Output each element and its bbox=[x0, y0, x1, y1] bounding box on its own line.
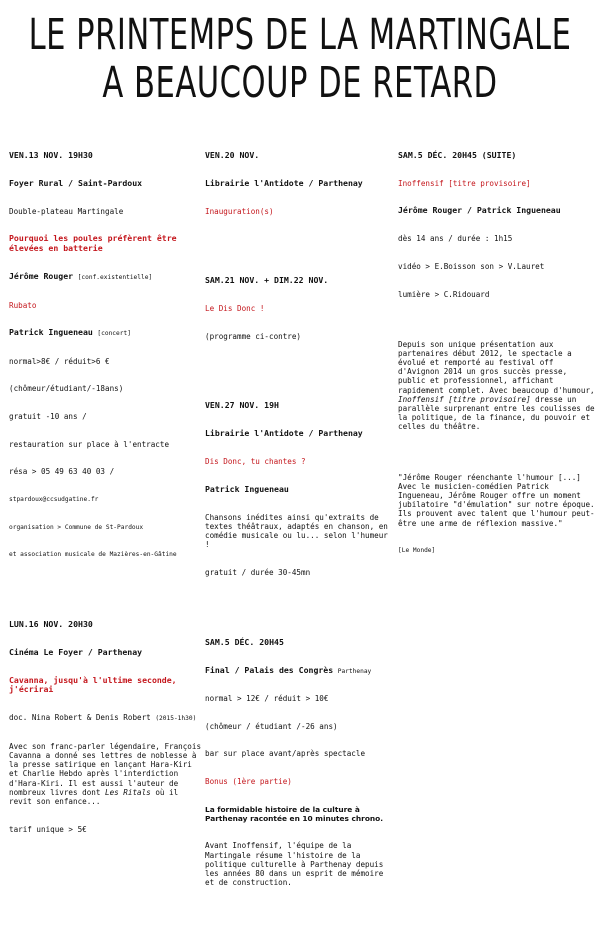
event-text: Depuis son unique présentation aux partenaires début 2012, le spectacle a évolué et remporté au festival off d'Avignon 2014 un gros succès presse, public et professionnel, affichant rapidement complet. Avec beaucoup d'humour, bbox=[398, 339, 595, 395]
email-line: stpardoux@ccsudgatine.fr bbox=[9, 495, 99, 503]
event-date: VEN.13 NOV. 19H30 bbox=[9, 149, 93, 160]
artist-name: Patrick Ingueneau bbox=[205, 483, 289, 494]
show-title: Pourquoi les poules préfèrent être élevées en batterie bbox=[9, 233, 182, 254]
artist-name-2: Patrick Ingueneau bbox=[9, 327, 93, 338]
event-16-nov bbox=[9, 601, 205, 852]
event-5-dec-continued bbox=[398, 132, 600, 573]
show-title: Inauguration(s) bbox=[205, 206, 274, 216]
food-line: restauration sur place à l'entracte bbox=[9, 439, 170, 449]
event-text: Avant Inoffensif, l'équipe de la Martingale résume l'histoire de la politique culturelle à Parthenay depuis les années 80 dans un esprit de mémoire et de construction. bbox=[205, 841, 388, 888]
event-place: Librairie l'Antidote / Parthenay bbox=[205, 177, 363, 188]
event-date: VEN.27 NOV. 19H bbox=[205, 400, 279, 411]
event-date: SAM.5 DÉC. 20H45 (SUITE) bbox=[398, 149, 517, 160]
price-line: tarif unique > 5€ bbox=[9, 824, 87, 834]
event-place: Librairie l'Antidote / Parthenay bbox=[205, 428, 363, 439]
show-title: Dis Donc, tu chantes ? bbox=[205, 457, 306, 467]
show-title: Le Dis Donc ! bbox=[205, 304, 265, 314]
bar-line: bar sur place avant/après spectacle bbox=[205, 749, 366, 759]
event-text-end: où il revit son enfance... bbox=[9, 787, 183, 806]
credits-line: lumière > C.Ridouard bbox=[398, 289, 490, 299]
bonus-title: Bonus (1ère partie) bbox=[205, 776, 292, 786]
resa-line: résa > 05 49 63 40 03 / bbox=[9, 467, 115, 477]
event-text-end: dresse un parallèle surprenant entre les coulisses de la politique, de la finance, du pouvoir et celles du théâtre. bbox=[398, 394, 600, 432]
artist-name: Jérôme Rouger bbox=[9, 271, 74, 282]
event-21-nov bbox=[205, 258, 395, 360]
event-date: SAM.5 DÉC. 20H45 bbox=[205, 636, 284, 647]
event-20-nov bbox=[205, 132, 395, 234]
show-title: Cavanna, jusqu'à l'ultime seconde, j'écrirai bbox=[9, 674, 182, 695]
column-1 bbox=[9, 114, 205, 876]
title-line-1: LE PRINTEMPS DE LA MARTINGALE bbox=[28, 10, 572, 60]
event-place: Cinéma Le Foyer / Parthenay bbox=[9, 646, 143, 657]
show-title: Inoffensif [titre provisoire] bbox=[398, 178, 531, 188]
event-date: SAM.21 NOV. + DIM.22 NOV. bbox=[205, 275, 329, 286]
press-source: [Le Monde] bbox=[398, 547, 436, 555]
price-line: (chômeur / étudiant /-26 ans) bbox=[205, 721, 338, 731]
title-line-2: A BEAUCOUP DE RETARD bbox=[102, 58, 498, 108]
price-line: gratuit / durée 30-45mn bbox=[205, 568, 311, 578]
artist-note-2: [concert] bbox=[97, 330, 131, 338]
column-3 bbox=[398, 114, 600, 597]
book-title: Les Ritals bbox=[105, 787, 151, 797]
event-desc: Double-plateau Martingale bbox=[9, 206, 124, 216]
column-2 bbox=[205, 114, 395, 929]
doc-credit: doc. Nina Robert & Denis Robert bbox=[9, 713, 151, 723]
press-quote: "Jérôme Rouger réenchante l'humour [...] Avec le musicien-comédien Patrick Ingueneau, Jérôme Rouger offre un moment jubilatoire "d'émulation" sur notre époque. Ils prouvent avec talent que l'humour peut-être une arme de réflexion massive." bbox=[398, 472, 600, 528]
price-line: normal>8€ / réduit>6 € bbox=[9, 356, 110, 366]
event-place: Final / Palais des Congrès bbox=[205, 664, 334, 675]
event-text: Chansons inédites ainsi qu'extraits de textes théâtraux, adaptés en chanson, en comédie musicale ou lu... selon l'humeur ! bbox=[205, 512, 393, 550]
artist-note: [conf.existentielle] bbox=[77, 274, 153, 282]
event-5-dec bbox=[205, 619, 395, 906]
event-13-nov bbox=[9, 132, 205, 577]
credits-line: vidéo > E.Boisson son > V.Lauret bbox=[398, 262, 545, 272]
event-note: (programme ci-contre) bbox=[205, 331, 302, 341]
event-text: Avec son franc-parler légendaire, François Cavanna a donné ses lettres de noblesse à la presse satirique en lançant Hara-Kiri et Charlie Hebdo après l'interdiction d'Hara-Kiri. Il est aussi l'auteur de nombreux livres dont bbox=[9, 741, 206, 797]
event-city: Parthenay bbox=[337, 667, 372, 675]
org-line: et association musicale de Mazières-en-Gâtine bbox=[9, 551, 177, 559]
artist-name: Jérôme Rouger / Patrick Ingueneau bbox=[398, 205, 561, 216]
event-27-nov bbox=[205, 383, 395, 596]
price-line: gratuit -10 ans / bbox=[9, 412, 87, 422]
event-place: Foyer Rural / Saint-Pardoux bbox=[9, 177, 143, 188]
show-title-italic: Inoffensif [titre provisoire] bbox=[398, 394, 531, 404]
price-line: normal > 12€ / réduit > 10€ bbox=[205, 694, 329, 704]
doc-note: (2015-1h30) bbox=[155, 715, 197, 723]
org-line: organisation > Commune de St-Pardoux bbox=[9, 523, 144, 531]
bonus-subtitle: La formidable histoire de la culture à Parthenay racontée en 10 minutes chrono. bbox=[205, 804, 384, 823]
event-date: LUN.16 NOV. 20H30 bbox=[9, 618, 93, 629]
age-line: dès 14 ans / durée : 1h15 bbox=[398, 234, 513, 244]
event-date: VEN.20 NOV. bbox=[205, 149, 260, 160]
price-line: (chômeur/étudiant/-18ans) bbox=[9, 384, 124, 394]
show-title-2: Rubato bbox=[9, 300, 37, 310]
